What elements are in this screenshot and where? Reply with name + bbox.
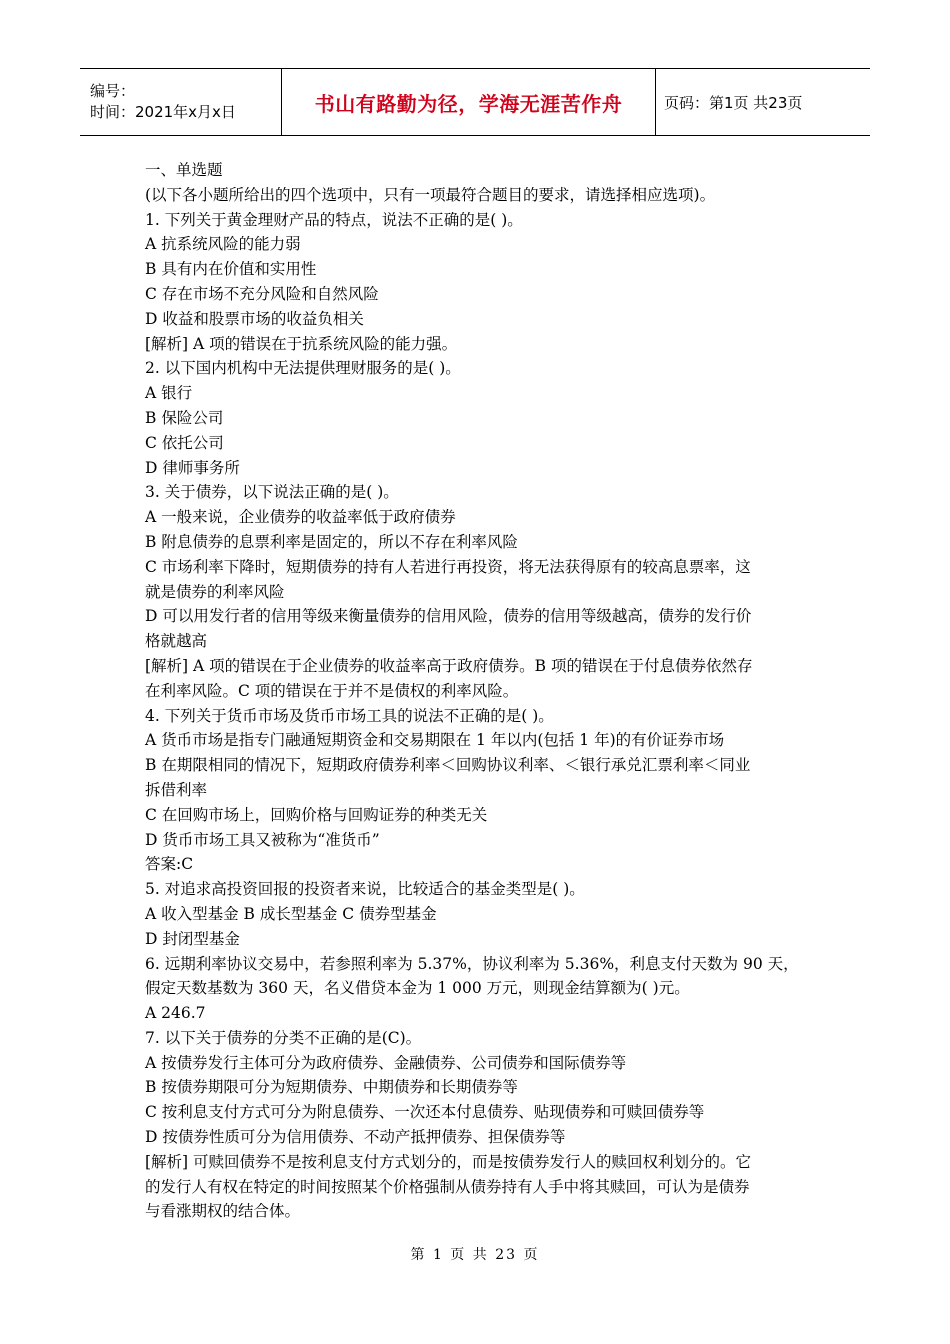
text-line: B 保险公司 [145, 408, 224, 427]
text-line: (以下各小题所给出的四个选项中，只有一项最符合题目的要求，请选择相应选项)。 [145, 185, 716, 204]
text-line: [解析] 可赎回债券不是按利息支付方式划分的，而是按债券发行人的赎回权利划分的。它 [145, 1152, 752, 1171]
document-date-label: 时间：2021年x月x日 [90, 103, 236, 121]
text-line: 在利率风险。C 项的错误在于并不是债权的利率风险。 [145, 681, 519, 700]
text-line: D 按债券性质可分为信用债券、不动产抵押债券、担保债券等 [145, 1128, 566, 1147]
text-line: C 按利息支付方式可分为附息债券、一次还本付息债券、贴现债券和可赎回债券等 [145, 1103, 705, 1122]
document-number-label: 编号： [90, 82, 136, 100]
text-line: A 收入型基金 B 成长型基金 C 债券型基金 [145, 904, 437, 923]
header-right-cell [656, 69, 870, 135]
text-line: 2. 以下国内机构中无法提供理财服务的是( )。 [145, 359, 461, 378]
text-line: C 依托公司 [145, 433, 224, 452]
text-line: B 具有内在价值和实用性 [145, 260, 317, 279]
text-line: 与看涨期权的结合体。 [145, 1202, 301, 1221]
text-line: D 货币市场工具又被称为“准货币” [145, 830, 380, 849]
text-line: B 按债券期限可分为短期债券、中期债券和长期债券等 [145, 1078, 518, 1097]
text-line: [解析] A 项的错误在于企业债券的收益率高于政府债券。B 项的错误在于付息债券依然存 [145, 656, 753, 675]
text-line: B 附息债券的息票利率是固定的，所以不存在利率风险 [145, 532, 518, 551]
text-line: 就是债券的利率风险 [145, 582, 285, 601]
text-line: C 市场利率下降时，短期债券的持有人若进行再投资，将无法获得原有的较高息票率，这 [145, 557, 751, 576]
text-line: C 存在市场不充分风险和自然风险 [145, 284, 379, 303]
header-page-number: 页码：第1页 共23页 [664, 93, 803, 112]
text-line: [解析] A 项的错误在于抗系统风险的能力强。 [145, 334, 458, 353]
text-line: 一、单选题 [145, 161, 223, 179]
text-line: A 银行 [145, 384, 193, 403]
page-footer: 第 1 页 共 23 页 [410, 1247, 540, 1263]
text-line: 3. 关于债券，以下说法正确的是( )。 [145, 483, 399, 502]
page-header [80, 68, 870, 136]
header-motto: 书山有路勤为径，学海无涯苦作舟 [314, 91, 623, 116]
text-line: 6. 远期利率协议交易中，若参照利率为 5.37%，协议利率为 5.36%，利息支付天数为 90 天， [145, 954, 799, 973]
text-line: 拆借利率 [145, 780, 208, 799]
header-left-cell [80, 69, 282, 135]
text-line: C 在回购市场上，回购价格与回购证券的种类无关 [145, 805, 488, 824]
text-line: 答案:C [145, 855, 194, 874]
text-line: A 按债券发行主体可分为政府债券、金融债券、公司债券和国际债券等 [145, 1053, 627, 1072]
text-line: 5. 对追求高投资回报的投资者来说，比较适合的基金类型是( )。 [145, 880, 585, 899]
text-line: 的发行人有权在特定的时间按照某个价格强制从债券持有人手中将其赎回，可认为是债券 [145, 1177, 750, 1196]
text-line: 7. 以下关于债券的分类不正确的是(C)。 [145, 1028, 422, 1047]
text-line: D 收益和股票市场的收益负相关 [145, 309, 364, 328]
document-body [145, 158, 815, 1224]
header-motto-cell [282, 69, 656, 135]
text-line: D 封闭型基金 [145, 929, 240, 948]
text-line: 格就越高 [145, 632, 208, 651]
text-line: A 货币市场是指专门融通短期资金和交易期限在 1 年以内(包括 1 年)的有价证券市场 [145, 731, 725, 750]
text-line: 假定天数基数为 360 天，名义借贷本金为 1 000 万元，则现金结算额为( )元。 [145, 979, 690, 998]
text-line: A 一般来说，企业债券的收益率低于政府债券 [145, 508, 456, 527]
text-line: 4. 下列关于货币市场及货币市场工具的说法不正确的是( )。 [145, 706, 554, 725]
text-line: B 在期限相同的情况下，短期政府债券利率＜回购协议利率、＜银行承兑汇票利率＜同业 [145, 756, 751, 775]
text-line: A 246.7 [145, 1004, 206, 1023]
text-line: D 可以用发行者的信用等级来衡量债券的信用风险，债券的信用等级越高，债券的发行价 [145, 607, 752, 626]
text-line: D 律师事务所 [145, 458, 240, 477]
text-line: 1. 下列关于黄金理财产品的特点，说法不正确的是( )。 [145, 210, 523, 229]
text-line: A 抗系统风险的能力弱 [145, 235, 301, 254]
